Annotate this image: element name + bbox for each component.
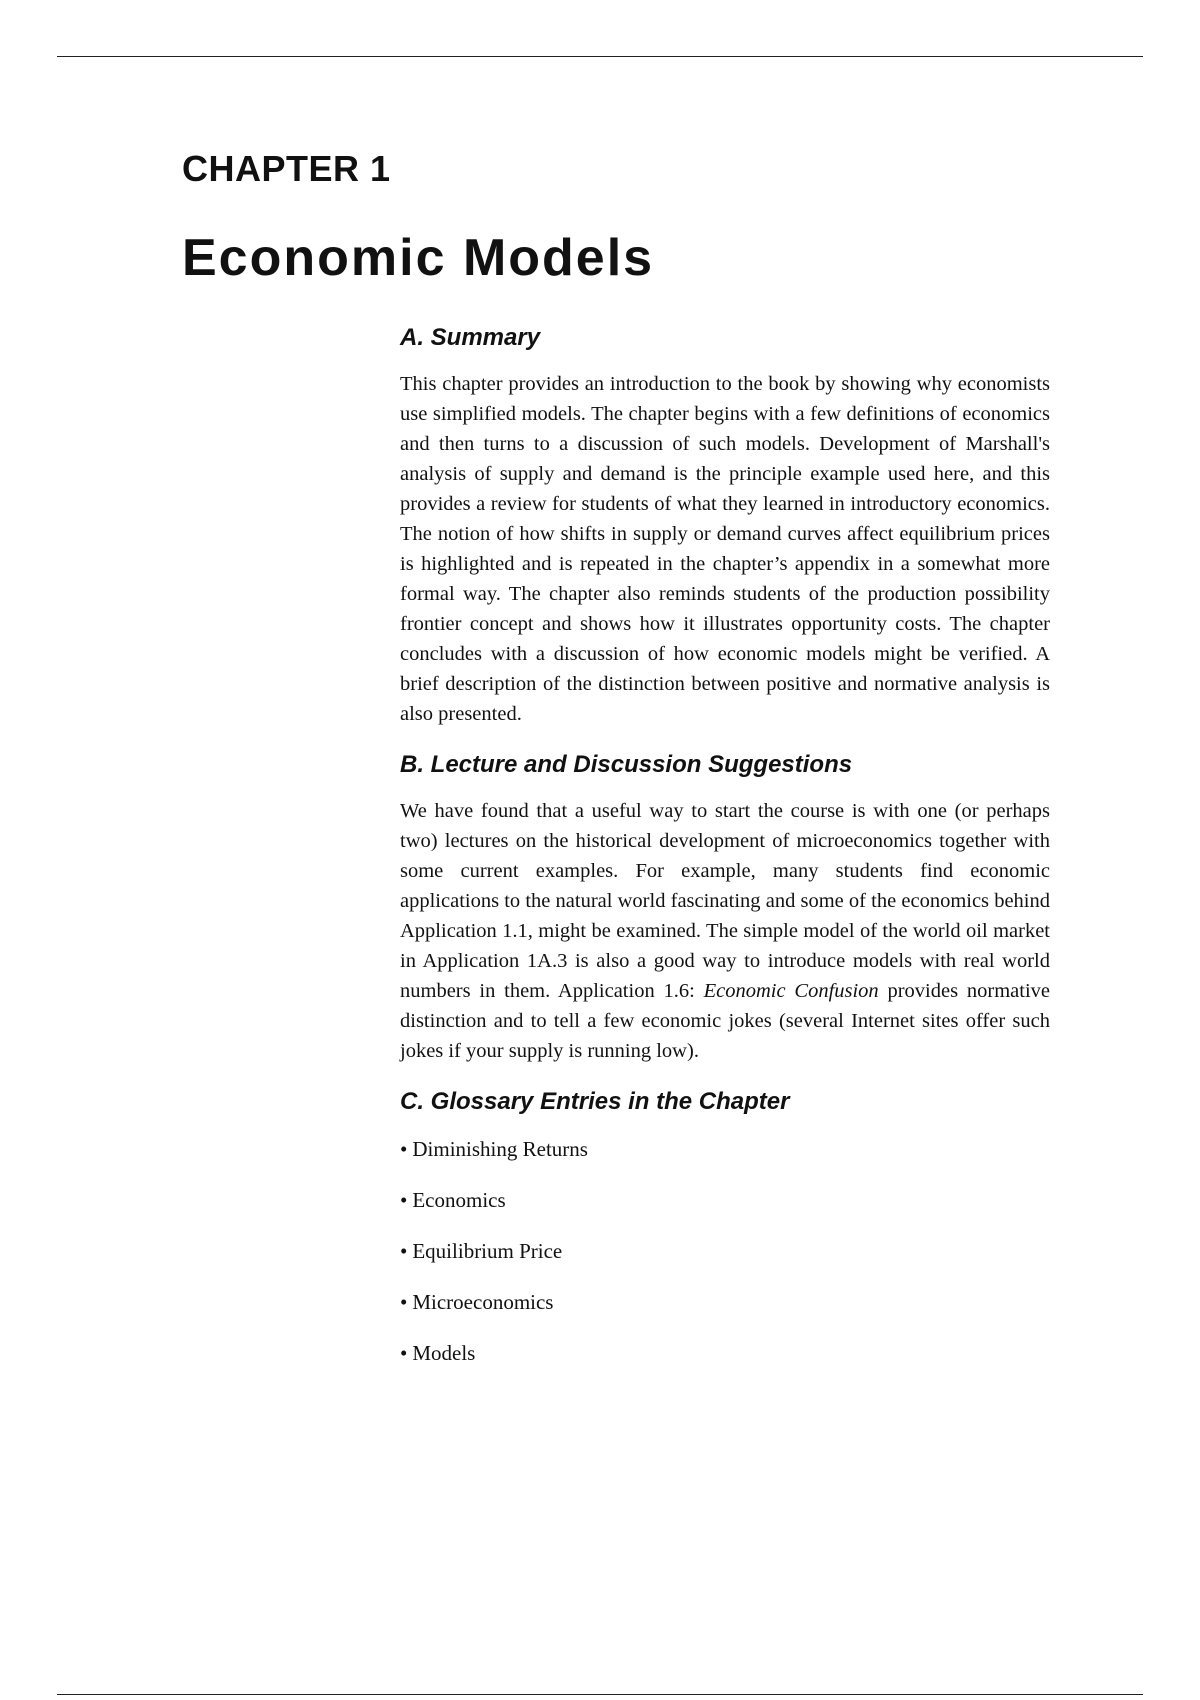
glossary-item: • Models — [400, 1338, 1050, 1368]
lecture-text-end: provides normative distinction and to tell a few economic jokes (several Internet sites offer such jokes if your supply is running low). — [400, 980, 1050, 1063]
glossary-item: • Diminishing Returns — [400, 1134, 1050, 1164]
lecture-section — [400, 749, 1050, 1066]
glossary-item: • Economics — [400, 1185, 1050, 1215]
lecture-paragraph — [400, 796, 1050, 1066]
chapter-content — [400, 322, 1050, 1389]
summary-paragraph: This chapter provides an introduction to the book by showing why economists use simplified models. The chapter begins with a few definitions of economics and then turns to a discussion of such models. Development of Marshall's analysis of supply and demand is the principle example used here, and this provides a review for students of what they learned in introductory economics. The notion of how shifts in supply or demand curves affect equilibrium prices is highlighted and is repeated in the chapter’s appendix in a somewhat more formal way. The chapter also reminds students of the production possibility frontier concept and shows how it illustrates opportunity costs. The chapter concludes with a discussion of how economic models might be verified. A brief description of the distinction between positive and normative analysis is also presented. — [400, 373, 1050, 726]
glossary-list — [400, 1134, 1050, 1368]
summary-section — [400, 322, 1050, 729]
chapter-label: CHAPTER 1 — [182, 148, 391, 189]
summary-heading: A. Summary — [400, 324, 541, 351]
glossary-section — [400, 1086, 1050, 1367]
top-rule — [57, 56, 1143, 57]
glossary-item: • Equilibrium Price — [400, 1236, 1050, 1266]
glossary-heading: C. Glossary Entries in the Chapter — [400, 1088, 790, 1116]
glossary-item: • Microeconomics — [400, 1287, 1050, 1317]
chapter-title: Economic Models — [182, 229, 655, 287]
bottom-rule — [57, 1694, 1143, 1695]
lecture-italic-title: Economic Confusion — [703, 980, 879, 1003]
lecture-heading: B. Lecture and Discussion Suggestions — [400, 751, 853, 779]
lecture-text-start: We have found that a useful way to start the course is with one (or perhaps two) lectures on the historical development of microeconomics together with some current examples. For example, many students find economic applications to the natural world fascinating and some of the economics behind Application 1.1, might be examined. The simple model of the world oil market in Application 1A.3 is also a good way to introduce models with real world numbers in them. Application 1.6: — [400, 800, 1050, 1003]
